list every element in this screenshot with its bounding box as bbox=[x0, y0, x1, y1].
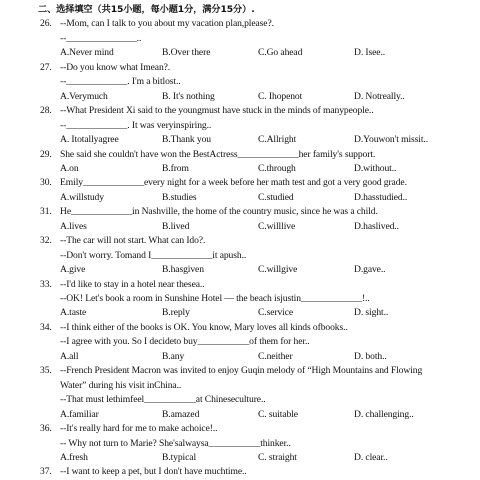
question-line bbox=[0, 278, 480, 292]
option-a: A.fresh bbox=[60, 451, 88, 463]
options-row bbox=[0, 46, 480, 60]
option-c: C.Allright bbox=[258, 134, 297, 146]
question-number: 34. bbox=[40, 321, 52, 333]
option-c: C.willlive bbox=[258, 220, 296, 232]
question-line bbox=[0, 379, 480, 393]
question-line bbox=[0, 32, 480, 46]
question-number: 35. bbox=[40, 365, 52, 377]
question-text: --French President Macron was invited to enjoy Guqin melody of “High Mountains and Flowing bbox=[60, 365, 423, 377]
question-line bbox=[0, 292, 480, 306]
question-text: Water” during his visit inChina.. bbox=[60, 379, 182, 391]
question-number: 26. bbox=[40, 18, 52, 30]
option-d: D. Isee.. bbox=[354, 47, 386, 59]
question-line bbox=[0, 422, 480, 436]
question-text: --Mom, can I talk to you about my vacation plan,please?. bbox=[60, 18, 274, 30]
question-number: 28. bbox=[40, 105, 52, 117]
question-line bbox=[0, 17, 480, 31]
question-text: --What President Xi said to the youngmust have stuck in the minds of manypeople.. bbox=[60, 105, 374, 117]
question-line bbox=[0, 249, 480, 263]
option-a: A.taste bbox=[60, 307, 87, 319]
option-a: A.on bbox=[60, 162, 79, 174]
question-text: -- Why not turn to Marie? She'salwaysa___________thinker.. bbox=[60, 437, 291, 449]
option-a: A.Verymuch bbox=[60, 90, 108, 102]
question-text: --That must lethimfeel___________at Chineseculture.. bbox=[60, 394, 266, 406]
option-a: A.familiar bbox=[60, 408, 99, 420]
question-number: 29. bbox=[40, 148, 52, 160]
question-number: 32. bbox=[40, 235, 52, 247]
option-b: B.studies bbox=[162, 191, 197, 203]
options-row bbox=[0, 133, 480, 147]
option-b: B.reply bbox=[162, 307, 190, 319]
option-d: D. Notreally.. bbox=[354, 90, 405, 102]
option-b: B.Thank you bbox=[162, 134, 211, 146]
question-line bbox=[0, 75, 480, 89]
option-b: B.lived bbox=[162, 220, 190, 232]
question-text: --Do you know what Imean?. bbox=[60, 61, 171, 73]
question-line bbox=[0, 321, 480, 335]
options-row bbox=[0, 90, 480, 104]
question-number: 27. bbox=[40, 61, 52, 73]
option-a: A.lives bbox=[60, 220, 87, 232]
question-text: --I'd like to stay in a hotel near thesea.. bbox=[60, 278, 205, 290]
option-d: D. challenging.. bbox=[354, 408, 414, 420]
option-d: D.gave.. bbox=[354, 264, 386, 276]
question-number: 33. bbox=[40, 278, 52, 290]
options-row bbox=[0, 350, 480, 364]
options-row bbox=[0, 191, 480, 205]
question-text: --I agree with you. So I decideto buy___________of them for her.. bbox=[60, 336, 310, 348]
option-b: B. It's nothing bbox=[162, 90, 215, 102]
question-line bbox=[0, 176, 480, 190]
question-text: --_____________. I'm a bitlost.. bbox=[60, 76, 181, 88]
option-a: A.all bbox=[60, 350, 79, 362]
question-line bbox=[0, 61, 480, 75]
option-c: C. suitable bbox=[258, 408, 298, 420]
question-number: 30. bbox=[40, 177, 52, 189]
question-text: --The car will not start. What can Ido?. bbox=[60, 235, 206, 247]
option-c: C. straight bbox=[258, 451, 297, 463]
option-c: C.neither bbox=[258, 350, 293, 362]
question-text: --OK! Let's book a room in Sunshine Hotel — the beach isjustin_____________!.. bbox=[60, 293, 370, 304]
question-text: --_____________. It was veryinspiring.. bbox=[60, 119, 212, 131]
option-a: A.Never mind bbox=[60, 47, 114, 59]
question-number: 36. bbox=[40, 423, 52, 434]
question-text: --_______________.. bbox=[60, 32, 142, 44]
option-b: B.Over there bbox=[162, 47, 211, 59]
option-c: C.through bbox=[258, 162, 296, 174]
question-text: She said she couldn't have won the BestActress_____________her family's support. bbox=[60, 148, 376, 160]
option-d: D. sight.. bbox=[354, 307, 389, 319]
question-line bbox=[0, 148, 480, 162]
question-line bbox=[0, 393, 480, 407]
options-row bbox=[0, 408, 480, 422]
question-text: --I think either of the books is OK. You know, Mary loves all kinds ofbooks.. bbox=[60, 321, 348, 333]
question-text: He_____________in Nashville, the home of the country music, since he was a child. bbox=[60, 206, 378, 218]
option-b: B.amazed bbox=[162, 408, 200, 420]
option-b: B.hasgiven bbox=[162, 264, 204, 276]
option-b: B.from bbox=[162, 162, 189, 174]
question-text: Emily_____________every night for a week before her math test and got a very good grade. bbox=[60, 177, 407, 189]
question-line bbox=[0, 364, 480, 378]
option-d: D.Youwon't missit.. bbox=[354, 134, 429, 146]
option-d: D.haslived.. bbox=[354, 220, 399, 232]
question-line bbox=[0, 335, 480, 349]
question-number: 31. bbox=[40, 206, 52, 218]
question-text: --I want to keep a pet, but I don't have muchtime.. bbox=[60, 466, 247, 478]
question-number: 37. bbox=[40, 466, 52, 478]
option-d: D. clear.. bbox=[354, 451, 388, 463]
option-d: D.without.. bbox=[354, 162, 397, 174]
question-line bbox=[0, 205, 480, 219]
options-row bbox=[0, 162, 480, 176]
question-line bbox=[0, 465, 480, 479]
option-c: C.willgive bbox=[258, 264, 298, 276]
section-header: 二、选择填空（共15小题，每小题1分，满分15分）. bbox=[38, 4, 255, 15]
option-c: C.service bbox=[258, 307, 294, 319]
option-c: C.Go ahead bbox=[258, 47, 303, 59]
option-d: D. both.. bbox=[354, 350, 387, 362]
question-line bbox=[0, 104, 480, 118]
option-a: A.willstudy bbox=[60, 191, 104, 203]
option-a: A. Itotallyagree bbox=[60, 134, 119, 146]
options-row bbox=[0, 306, 480, 320]
option-b: B.any bbox=[162, 350, 185, 362]
question-line bbox=[0, 437, 480, 451]
option-d: D.hasstudied.. bbox=[354, 191, 408, 203]
options-row bbox=[0, 451, 480, 465]
options-row bbox=[0, 220, 480, 234]
question-text: --Don't worry. Tomand I_____________it apush.. bbox=[60, 249, 247, 261]
question-line bbox=[0, 234, 480, 248]
option-a: A.give bbox=[60, 264, 86, 276]
options-row bbox=[0, 263, 480, 277]
question-line bbox=[0, 119, 480, 133]
option-c: C.studied bbox=[258, 191, 294, 203]
option-b: B.typical bbox=[162, 451, 197, 463]
option-c: C. Ihopenot bbox=[258, 90, 303, 102]
question-text: --It's really hard for me to make achoice!.. bbox=[60, 423, 218, 434]
